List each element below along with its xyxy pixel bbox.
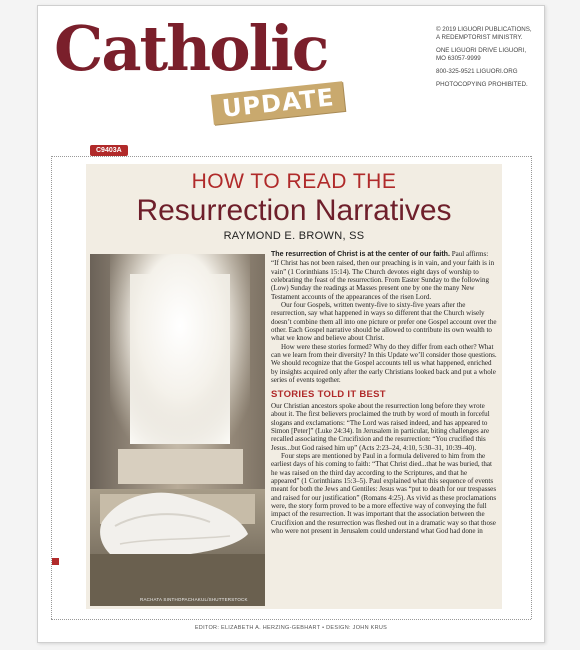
notice-text: PHOTOCOPYING PROHIBITED. — [436, 81, 528, 88]
paragraph: Four steps are mentioned by Paul in a formula delivered to him from the earliest days of his coming to faith: “That Christ died...that he was buried, that he was raised on the third day according to the Scriptures, and that he appeared” (1 Corinthians 15:3–5). Paul explained what this sequence of events meant for both the Jews and Gentiles: Jesus was “put to death for our trespasses and raised for our justification” (Romans 4:25). As vivid as these proclamations were, the story form proved to be a more effective way of conveying the full impact of the resurrection. It was important that the association between the Crucifixion and the resurrection was fleshed out in a dramatic way so that those who were not present in Jerusalem could understand what God had done in — [271, 451, 497, 535]
crop-rule-bottom — [51, 619, 531, 620]
masthead — [52, 12, 432, 128]
tomb-illustration — [90, 254, 265, 606]
article-title-line1: HOW TO READ THE — [191, 170, 397, 193]
issue-code-badge: C9403A — [90, 145, 128, 156]
paragraph — [271, 250, 497, 301]
newsletter-page — [37, 5, 545, 643]
paragraph: How were these stories formed? Why do they differ from each other? What can we learn from their diversity? In this Update we’ll consider those questions. We should recognize that the Gospel accounts tell us what happened, enriched by insights acquired only after the early Christians looked back and put a whole series of events together. — [271, 342, 497, 385]
section-heading: STORIES TOLD IT BEST — [271, 388, 386, 400]
paragraph: Our Christian ancestors spoke about the resurrection long before they wrote about it. The first believers proclaimed the truth by word of mouth in forceful slogans and exclamations: “The Lord was raised indeed, and has appeared to Simon [Peter]” (Luke 24:34). In Jerusalem in particular, biting challenges are recalled associating the Crucifixion and the resurrection: “You crucified this Jesus...but God raised him up” (Acts 2:23–24, 4:10, 5:30–31, 10:39–40). — [271, 401, 490, 452]
credits-footer: EDITOR: ELIZABETH A. HERZING-GEBHART • DESIGN: JOHN KRUS — [194, 625, 388, 631]
copyright-text: © 2019 LIGUORI PUBLICATIONS, A REDEMPTORIST MINISTRY. — [436, 26, 532, 41]
paragraph-text: Paul affirms: “If Christ has not been raised, then our preaching is in vain, and your faith is in vain” (1 Corinthians 15:14). The Church devotes eight days of worship to celebrating the feast of the resurrection. From Easter Sunday to the following (Low) Sunday the readings at Masses present one by one the many New Testament accounts of the appearances of the risen Lord. — [271, 250, 495, 301]
address-text: ONE LIGUORI DRIVE LIGUORI, MO 63057-9999 — [436, 47, 527, 62]
logo-wordmark: Catholic — [54, 12, 328, 85]
photo-credit: RACHATA SINTHOPACHAKUL/SHUTTERSTOCK — [140, 597, 248, 602]
crop-rule-top — [51, 156, 531, 157]
contact-text: 800-325-9521 LIGUORI.ORG — [436, 68, 518, 75]
article-panel — [86, 164, 502, 609]
crop-rule-left — [51, 156, 52, 619]
article-author: RAYMOND E. BROWN, SS — [223, 230, 365, 242]
publisher-info — [436, 26, 536, 94]
logo-badge: UPDATE — [211, 81, 346, 125]
crop-rule-right — [531, 156, 532, 619]
empty-tomb-photo — [90, 254, 265, 606]
lead-sentence: The resurrection of Christ is at the center of our faith. — [271, 251, 450, 258]
side-marker — [52, 558, 59, 565]
article-title-line2: Resurrection Narratives — [136, 194, 452, 227]
paragraph: Our four Gospels, written twenty-five to sixty-five years after the resurrection, say what happened in ways so different that the Church wisely doesn’t combine them all into one picture or prefer one Gospel account over the other. Each Gospel narrative should be allowed to contribute its own wealth to what we know and believe about Christ. — [271, 301, 497, 343]
article-body — [271, 250, 497, 606]
